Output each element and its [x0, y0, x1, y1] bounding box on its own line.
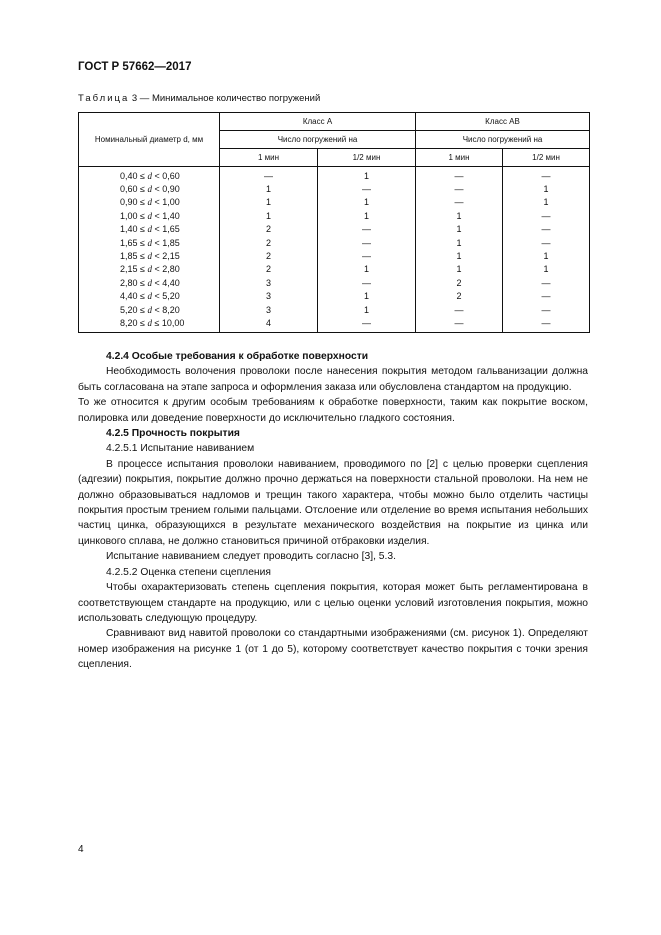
table-row — [79, 209, 590, 222]
table-row — [79, 182, 590, 195]
table-row — [79, 223, 590, 236]
cell-diameter: 8,20 ≤ d ≤ 10,00 — [79, 316, 220, 332]
cell-a-1min: 1 — [220, 196, 318, 209]
table-row — [79, 236, 590, 249]
cell-a-halfmin: — — [318, 182, 416, 195]
cell-a-1min: 2 — [220, 236, 318, 249]
table-caption-text: 3 — Минимальное количество погружений — [129, 93, 321, 104]
section-4-2-5-1-para-2: Испытание навиванием следует проводить согласно [3], 5.3. — [106, 551, 396, 563]
cell-a-halfmin: 1 — [318, 263, 416, 276]
cell-ab-1min: 1 — [416, 263, 503, 276]
header-ab-halfmin: 1/2 мин — [503, 149, 590, 167]
cell-a-1min: 2 — [220, 223, 318, 236]
section-4-2-4-title: 4.2.4 Особые требования к обработке поверхности — [106, 351, 369, 362]
cell-ab-halfmin: 1 — [503, 182, 590, 195]
cell-a-halfmin: — — [318, 276, 416, 289]
cell-a-halfmin: — — [318, 223, 416, 236]
dips-table — [78, 112, 590, 333]
table-row — [79, 303, 590, 316]
cell-ab-halfmin: — — [503, 209, 590, 222]
section-4-2-5-1-title: 4.2.5.1 Испытание навиванием — [106, 443, 255, 455]
cell-a-1min: 1 — [220, 209, 318, 222]
section-4-2-5-2-title: 4.2.5.2 Оценка степени сцепления — [106, 566, 271, 578]
header-class-ab: Класс АВ — [416, 113, 590, 131]
cell-diameter: 0,60 ≤ d < 0,90 — [79, 182, 220, 195]
cell-ab-halfmin: — — [503, 290, 590, 303]
cell-a-halfmin: 1 — [318, 196, 416, 209]
cell-diameter: 0,90 ≤ d < 1,00 — [79, 196, 220, 209]
cell-ab-halfmin: — — [503, 303, 590, 316]
table-row — [79, 316, 590, 332]
section-4-2-4-para-1: Необходимость волочения проволоки после нанесения покрытия методом гальванизации должна быть согласована на этапе запроса и оформления заказа или обусловлена стандартом на продукцию. — [78, 366, 588, 393]
section-4-2-5-2-para-1: Чтобы охарактеризовать степень сцепления покрытия, которая может быть регламентирована в соответствующем стандарте на продукцию, или с целью оценки условий изготовления покрытия, можно использовать следующую процедуру. — [78, 582, 588, 624]
header-diameter: Номинальный диаметр d, мм — [79, 113, 220, 167]
table-caption-label: Таблица — [78, 93, 130, 104]
cell-ab-halfmin: 1 — [503, 249, 590, 262]
cell-diameter: 4,40 ≤ d < 5,20 — [79, 290, 220, 303]
cell-a-halfmin: 1 — [318, 209, 416, 222]
cell-ab-1min: — — [416, 196, 503, 209]
table-row — [79, 167, 590, 183]
cell-a-halfmin: 1 — [318, 290, 416, 303]
cell-diameter: 1,40 ≤ d < 1,65 — [79, 223, 220, 236]
cell-a-halfmin: — — [318, 236, 416, 249]
cell-ab-1min: — — [416, 182, 503, 195]
cell-a-1min: — — [220, 167, 318, 183]
cell-a-1min: 3 — [220, 303, 318, 316]
cell-ab-1min: 2 — [416, 276, 503, 289]
header-a-1min: 1 мин — [220, 149, 318, 167]
cell-ab-halfmin: 1 — [503, 263, 590, 276]
cell-a-1min: 4 — [220, 316, 318, 332]
cell-ab-halfmin: — — [503, 236, 590, 249]
header-a-halfmin: 1/2 мин — [318, 149, 416, 167]
cell-ab-1min: 2 — [416, 290, 503, 303]
cell-a-1min: 3 — [220, 276, 318, 289]
document-header: ГОСТ Р 57662—2017 — [78, 61, 192, 73]
section-4-2-5-1-para-1: В процессе испытания проволоки навиванием, проводимого по [2] с целью проверки сцепления (адгезии) покрытия, покрытие должно прочно держаться на поверхности стальной проволоки. На нем не должно образовываться надломов и трещин такого характера, чтобы можно было отделить частицы покрытия простым трением голыми пальцами. Отслоение или отделение во время испытания небольших частиц цинка, образующихся в результате механического воздействия на покрытие из цинка или цинкового сплава, не должно становиться причиной отбраковки изделия. — [78, 458, 588, 547]
cell-a-halfmin: 1 — [318, 167, 416, 183]
section-4-2-5-title: 4.2.5 Прочность покрытия — [106, 428, 240, 440]
section-4-2-5-2-para-2: Сравнивают вид навитой проволоки со стандартными изображениями (см. рисунок 1). Определяют номер изображения на рисунке 1 (от 1 до 5), которому соответствует качество покрытия с точки зрения сцепления. — [78, 628, 588, 671]
cell-ab-halfmin: — — [503, 223, 590, 236]
cell-diameter: 1,85 ≤ d < 2,15 — [79, 249, 220, 262]
cell-diameter: 2,15 ≤ d < 2,80 — [79, 263, 220, 276]
cell-ab-halfmin: — — [503, 167, 590, 183]
cell-ab-1min: — — [416, 316, 503, 332]
cell-ab-halfmin: — — [503, 276, 590, 289]
cell-a-1min: 2 — [220, 263, 318, 276]
cell-a-1min: 3 — [220, 290, 318, 303]
cell-ab-1min: 1 — [416, 223, 503, 236]
cell-ab-1min: — — [416, 167, 503, 183]
cell-a-halfmin: — — [318, 316, 416, 332]
table-row — [79, 263, 590, 276]
page-number: 4 — [78, 844, 84, 855]
section-text — [78, 349, 588, 673]
table-caption — [78, 93, 320, 104]
cell-diameter: 1,00 ≤ d < 1,40 — [79, 209, 220, 222]
table-row — [79, 290, 590, 303]
header-ab-1min: 1 мин — [416, 149, 503, 167]
header-dips-ab: Число погружений на — [416, 131, 590, 149]
cell-a-1min: 2 — [220, 249, 318, 262]
cell-diameter: 5,20 ≤ d < 8,20 — [79, 303, 220, 316]
table-row — [79, 276, 590, 289]
cell-diameter: 1,65 ≤ d < 1,85 — [79, 236, 220, 249]
cell-ab-1min: 1 — [416, 209, 503, 222]
header-dips-a: Число погружений на — [220, 131, 416, 149]
cell-ab-halfmin: 1 — [503, 196, 590, 209]
cell-a-halfmin: 1 — [318, 303, 416, 316]
cell-a-1min: 1 — [220, 182, 318, 195]
cell-ab-1min: 1 — [416, 236, 503, 249]
table-row — [79, 249, 590, 262]
cell-ab-1min: 1 — [416, 249, 503, 262]
header-class-a: Класс А — [220, 113, 416, 131]
cell-diameter: 2,80 ≤ d < 4,40 — [79, 276, 220, 289]
cell-ab-1min: — — [416, 303, 503, 316]
section-4-2-4-para-2: То же относится к другим особым требованиям к обработке поверхности, таким как покрытие воском, полировка или доведение поверхности до исключительно гладкого состояния. — [78, 397, 588, 424]
cell-diameter: 0,40 ≤ d < 0,60 — [79, 167, 220, 183]
table-row — [79, 196, 590, 209]
cell-ab-halfmin: — — [503, 316, 590, 332]
cell-a-halfmin: — — [318, 249, 416, 262]
